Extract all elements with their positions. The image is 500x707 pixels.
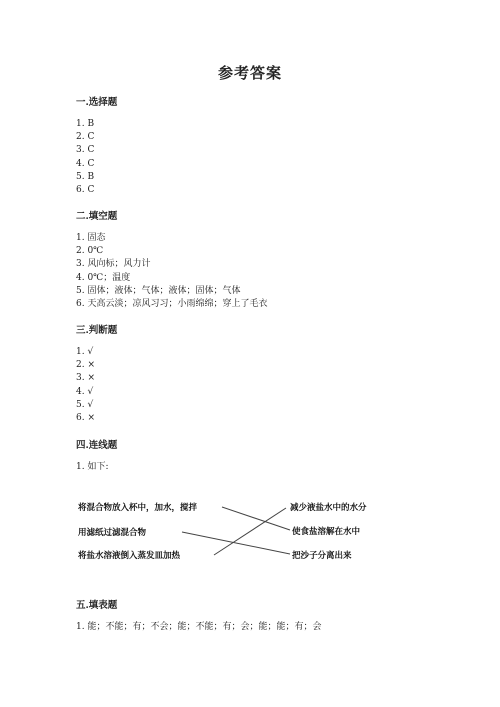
answer-item: 1. 能；不能；有；不会；能；不能；有；会；能；能；有；会	[76, 622, 322, 632]
match-right-item: 减少液盐水中的水分	[290, 503, 367, 513]
section-heading-table: 五.填表题	[76, 600, 118, 611]
match-left-item: 将混合物放入杯中，加水，搅拌	[78, 503, 198, 513]
answer-item: 5. √	[76, 399, 94, 410]
match-right-item: 把沙子分离出来	[292, 551, 352, 561]
answer-item: 2. C	[76, 132, 95, 143]
section-heading-fill: 二.填空题	[76, 211, 118, 222]
answer-list-judge	[76, 346, 95, 425]
answer-item: 2. 0℃	[76, 246, 104, 257]
match-right-item: 使食盐溶解在水中	[292, 527, 361, 537]
answer-item: 3. ×	[76, 373, 95, 384]
answer-item: 6. ×	[76, 413, 95, 424]
answer-item: 4. C	[76, 158, 95, 169]
page-title: 参考答案	[217, 64, 282, 82]
match-line	[182, 532, 290, 554]
answer-list-choice	[76, 118, 94, 197]
matching-diagram	[72, 492, 402, 572]
match-left-item: 用滤纸过滤混合物	[78, 528, 147, 538]
answer-list-fill	[76, 232, 267, 311]
match-left-item: 将盐水溶液倒入蒸发皿加热	[78, 551, 181, 561]
answer-item: 4. 0℃；温度	[76, 272, 131, 283]
answer-item: 6. C	[76, 185, 95, 196]
answer-item: 3. C	[76, 145, 95, 156]
section-heading-judge: 三.判断题	[76, 325, 118, 336]
match-line	[214, 508, 286, 555]
section-heading-choice: 一.选择题	[76, 97, 118, 108]
answer-item: 5. B	[76, 171, 95, 182]
section-heading-match: 四.连线题	[76, 440, 118, 451]
answer-item: 1. 固态	[76, 233, 106, 243]
match-line	[222, 507, 290, 530]
answer-item: 1. 如下:	[76, 462, 109, 472]
answer-item: 1. √	[76, 347, 94, 357]
answer-item: 5. 固体；液体；气体；液体；固体；气体	[76, 285, 241, 296]
answer-item: 6. 天高云淡；凉风习习；小雨绵绵；穿上了毛衣	[76, 299, 268, 310]
answer-list-table	[76, 621, 321, 634]
answer-item: 4. √	[76, 386, 94, 397]
answer-item: 2. ×	[76, 360, 95, 371]
answer-item: 3. 风向标；风力计	[76, 259, 151, 270]
answer-item: 1. B	[76, 119, 95, 129]
answer-list-match	[76, 461, 108, 474]
